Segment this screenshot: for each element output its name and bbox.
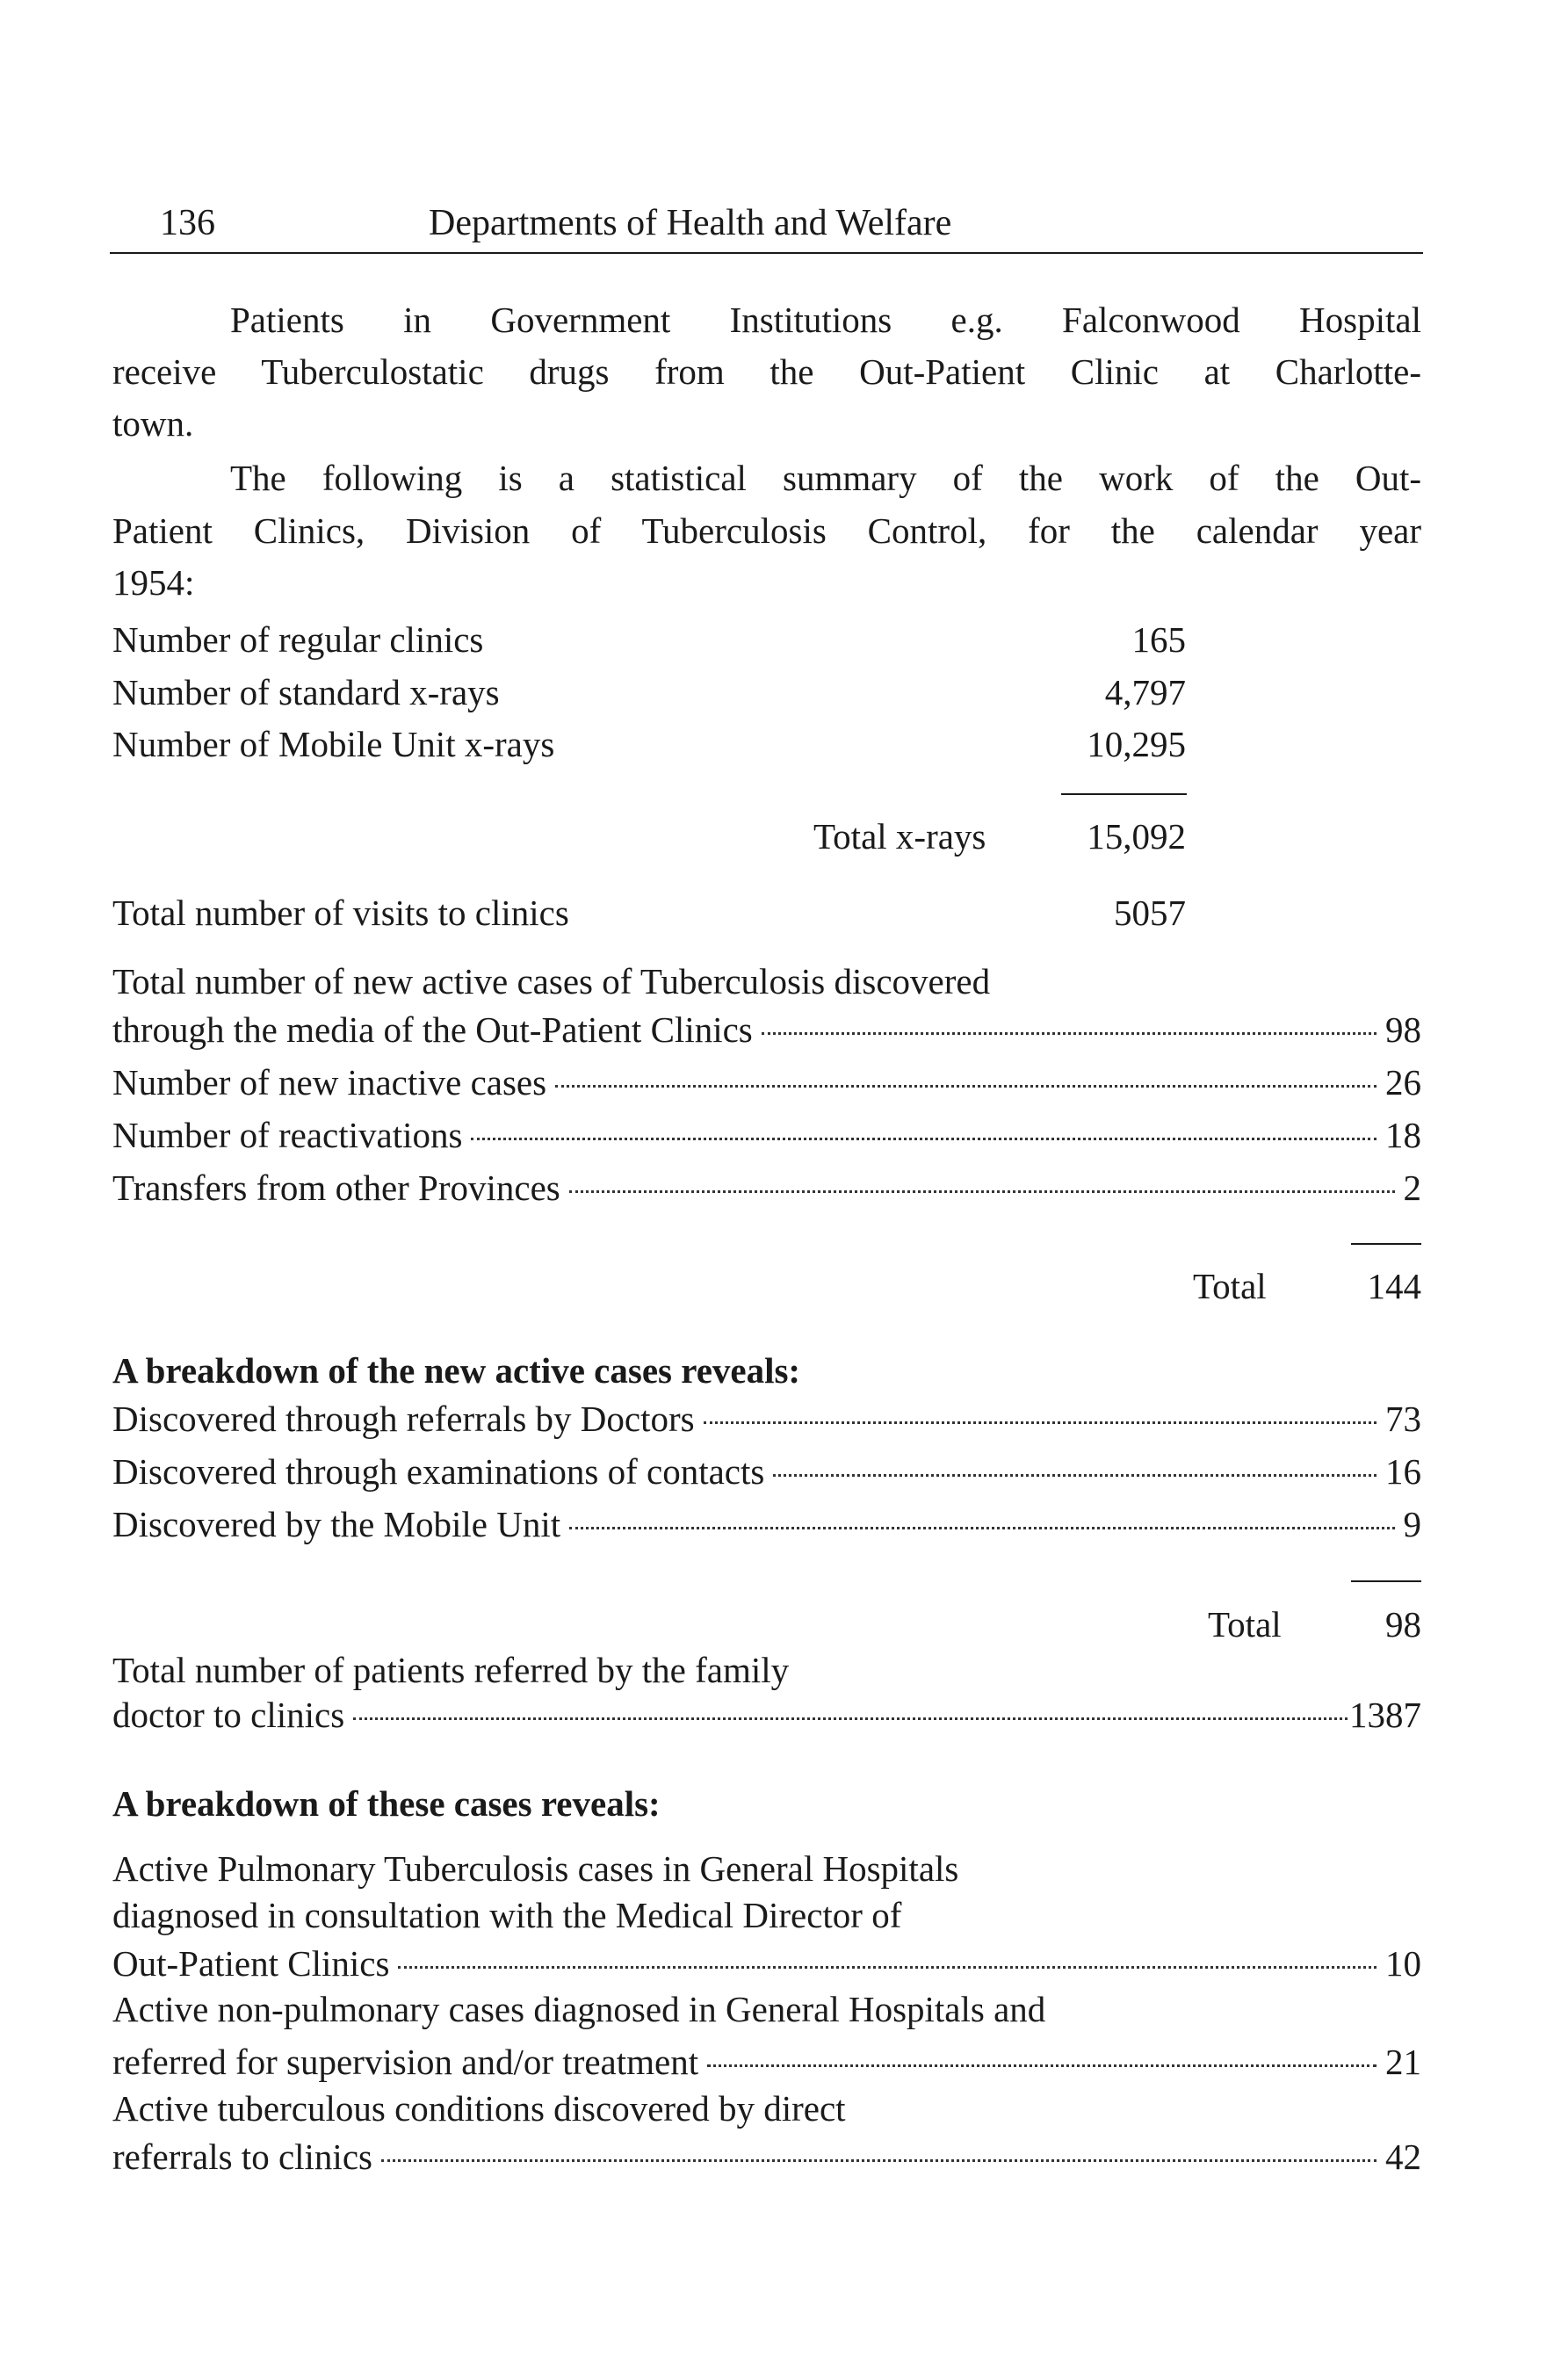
dot-leader-row — [112, 1944, 1421, 1984]
dot-leader — [773, 1474, 1377, 1477]
dot-leader — [569, 1190, 1395, 1193]
total-rule — [1351, 1580, 1421, 1582]
dot-leader — [353, 1717, 1348, 1720]
row-label: Number of new inactive cases — [112, 1062, 547, 1102]
row-label: Discovered through examinations of contacts — [112, 1451, 765, 1492]
stat-value: 165 — [1131, 619, 1186, 660]
header-rule — [110, 252, 1423, 254]
row-label: through the media of the Out-Patient Clinics — [112, 1009, 753, 1050]
dot-leader-row — [112, 1695, 1421, 1735]
dot-leader — [398, 1966, 1377, 1969]
dot-leader — [704, 1421, 1377, 1424]
row-value: 26 — [1385, 1062, 1421, 1102]
dot-leader — [762, 1032, 1377, 1035]
section-line: Total number of patients referred by the family — [112, 1650, 790, 1690]
intro-line: receive Tuberculostatic drugs from the Out-Patient Clinic at Charlotte- — [112, 351, 1421, 392]
item-line: Active tuberculous conditions discovered by direct — [112, 2088, 846, 2129]
row-value: 1387 — [1349, 1695, 1421, 1735]
row-value: 21 — [1385, 2042, 1421, 2082]
row-value: 42 — [1385, 2136, 1421, 2177]
row-label: referrals to clinics — [112, 2136, 372, 2177]
page-number: 136 — [160, 203, 215, 243]
dot-leader — [569, 1527, 1394, 1529]
row-label: referred for supervision and/or treatment — [112, 2042, 699, 2082]
row-label: Discovered by the Mobile Unit — [112, 1504, 561, 1544]
row-value: 16 — [1385, 1451, 1421, 1492]
stat-label: Number of Mobile Unit x-rays — [112, 724, 555, 764]
row-value: 2 — [1403, 1168, 1421, 1208]
dot-leader — [555, 1085, 1377, 1088]
dot-leader-row — [112, 1116, 1421, 1155]
row-label: Number of reactivations — [112, 1115, 463, 1155]
dot-leader-row — [112, 1505, 1421, 1544]
intro-line: The following is a statistical summary of the work of the Out- — [230, 458, 1421, 498]
stat-value: 5057 — [1114, 893, 1186, 933]
dot-leader — [471, 1138, 1377, 1140]
dot-leader-row — [112, 1010, 1421, 1050]
total-label: Total — [1208, 1604, 1282, 1645]
dot-leader-row — [112, 1168, 1421, 1208]
item-line: diagnosed in consultation with the Medical Director of — [112, 1895, 902, 1935]
row-label: Out-Patient Clinics — [112, 1943, 390, 1984]
total-rule — [1061, 793, 1187, 795]
stat-label: Number of standard x-rays — [112, 672, 500, 712]
dot-leader — [381, 2159, 1377, 2162]
stat-label: Total number of visits to clinics — [112, 893, 569, 933]
total-rule — [1351, 1243, 1421, 1245]
dot-leader-row — [112, 1399, 1421, 1439]
intro-line: Patients in Government Institutions e.g. Falconwood Hospital — [230, 300, 1421, 340]
total-label: Total x-rays — [813, 816, 986, 857]
stat-label: Number of regular clinics — [112, 619, 484, 660]
total-value: 98 — [1385, 1604, 1421, 1645]
dot-leader-row — [112, 1063, 1421, 1102]
total-value: 144 — [1367, 1266, 1421, 1306]
intro-line: town. — [112, 403, 194, 444]
item-line: Active Pulmonary Tuberculosis cases in General Hospitals — [112, 1848, 959, 1889]
row-value: 98 — [1385, 1009, 1421, 1050]
stat-value: 10,295 — [1087, 724, 1186, 764]
dot-leader — [707, 2064, 1377, 2067]
item-line: Active non-pulmonary cases diagnosed in General Hospitals and — [112, 1989, 1046, 2029]
row-label: doctor to clinics — [112, 1695, 345, 1735]
intro-line: 1954: — [112, 562, 195, 603]
running-title: Departments of Health and Welfare — [429, 203, 952, 243]
row-label: Transfers from other Provinces — [112, 1168, 560, 1208]
row-value: 73 — [1385, 1399, 1421, 1439]
dot-leader-row — [112, 2042, 1421, 2082]
section-line: Total number of new active cases of Tuberculosis discovered — [112, 961, 991, 1001]
intro-line: Patient Clinics, Division of Tuberculosis Control, for the calendar year — [112, 510, 1421, 551]
total-label: Total — [1193, 1266, 1267, 1306]
total-value: 15,092 — [1087, 816, 1186, 857]
row-value: 9 — [1403, 1504, 1421, 1544]
section-heading: A breakdown of these cases reveals: — [112, 1783, 661, 1824]
row-value: 18 — [1385, 1115, 1421, 1155]
row-value: 10 — [1385, 1943, 1421, 1984]
stat-value: 4,797 — [1104, 672, 1186, 712]
row-label: Discovered through referrals by Doctors — [112, 1399, 695, 1439]
dot-leader-row — [112, 1452, 1421, 1492]
section-heading: A breakdown of the new active cases reveals: — [112, 1350, 801, 1391]
dot-leader-row — [112, 2137, 1421, 2177]
